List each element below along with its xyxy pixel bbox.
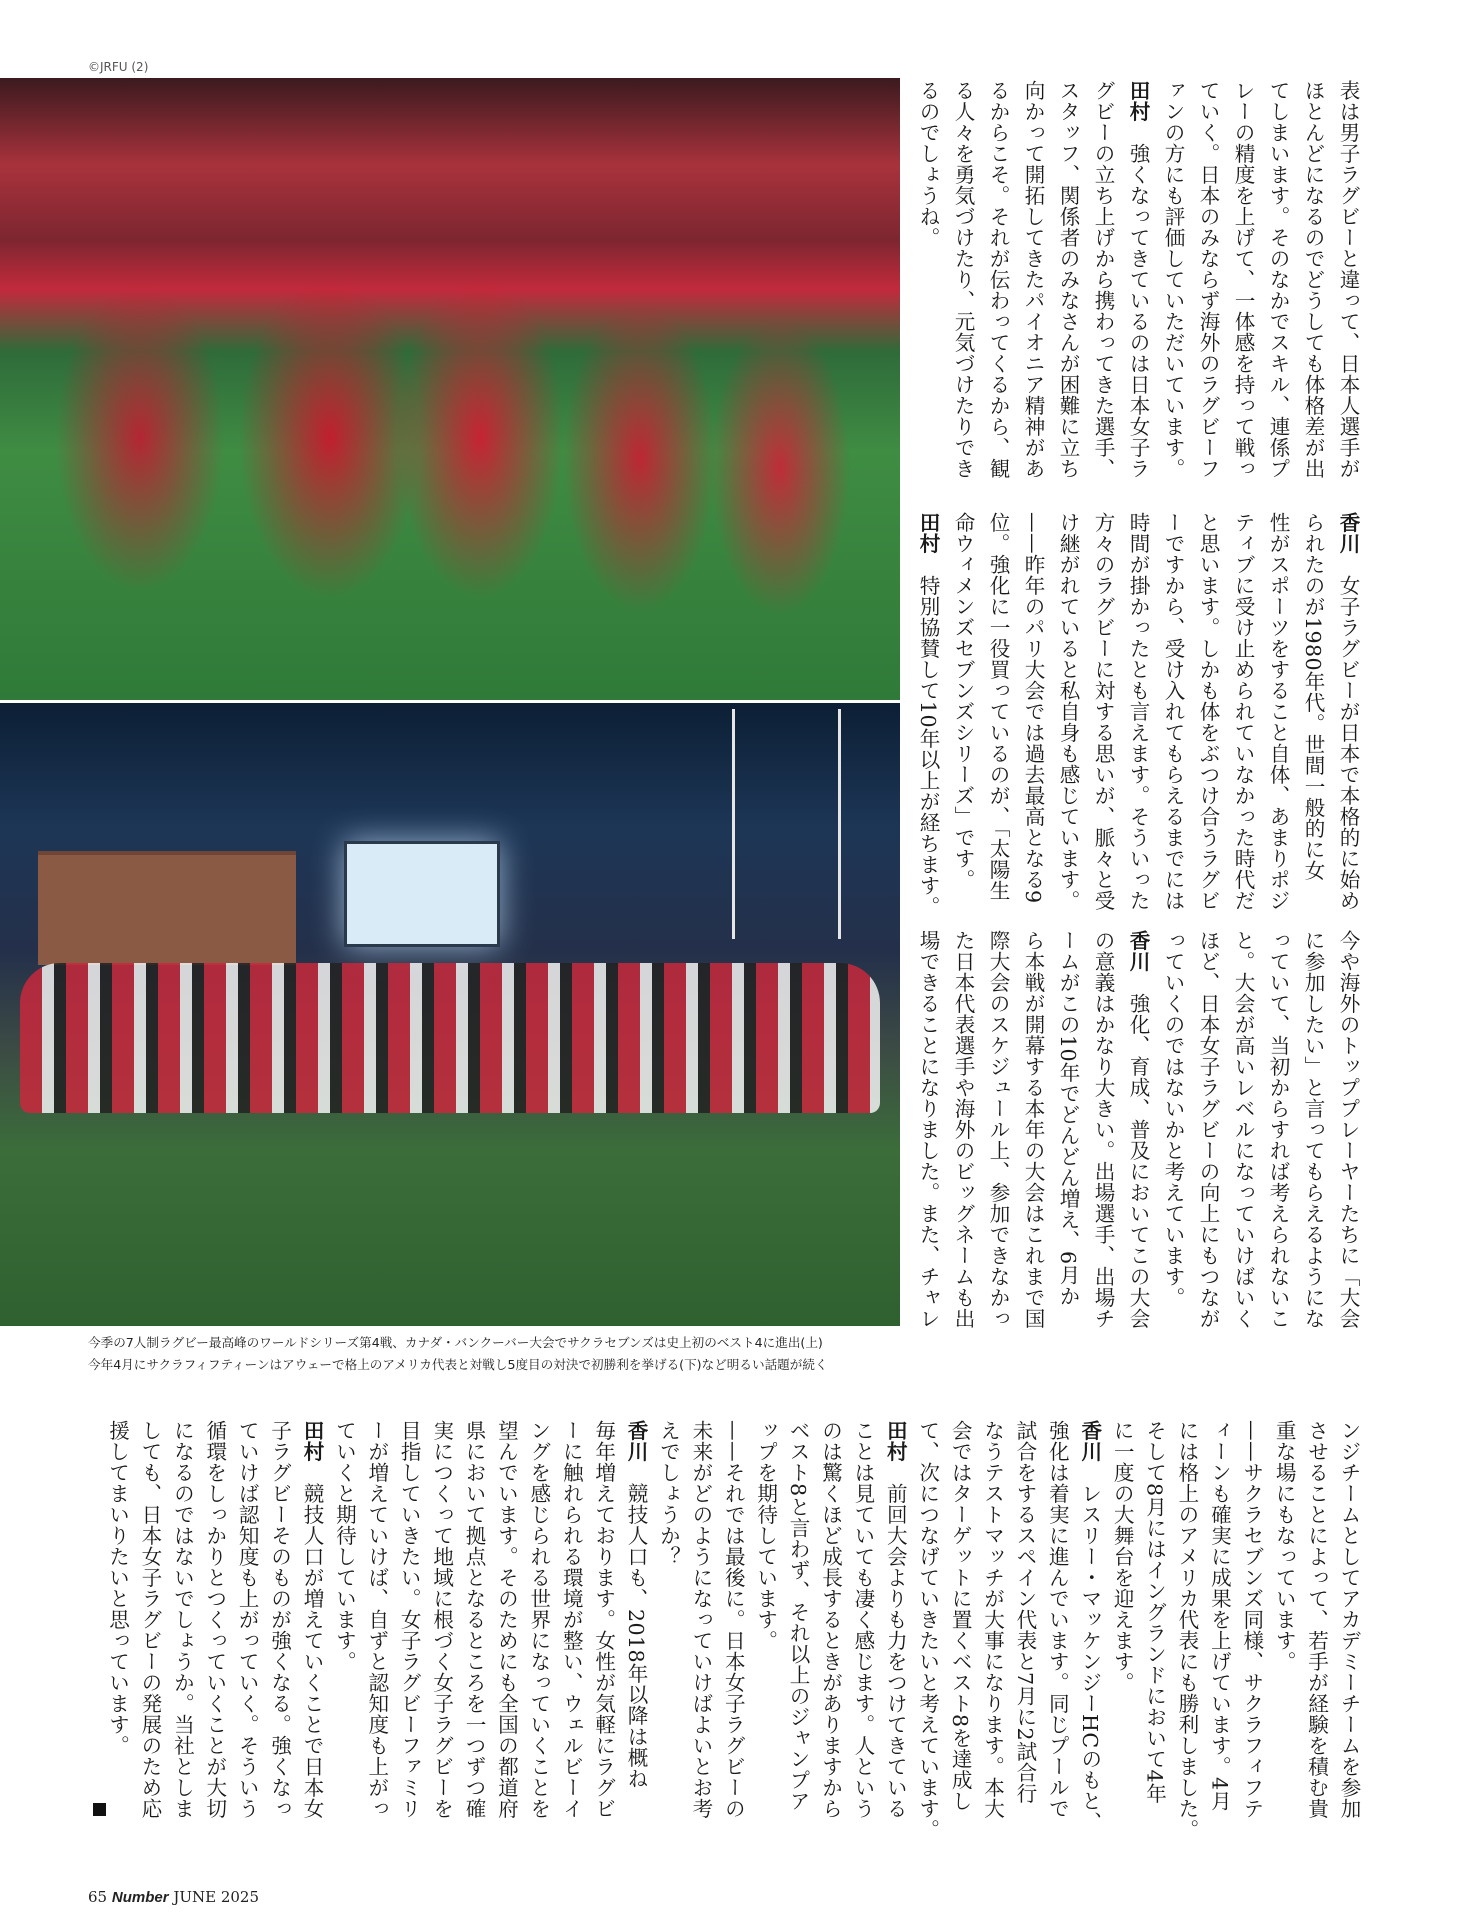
text-line: 香川 競技人口も、2018年以降は概ね: [624, 1420, 649, 1790]
text-line: しても、日本女子ラグビーの発展のため応: [137, 1420, 162, 1819]
text-line: ことは見ていても凄く感じます。人という: [850, 1420, 875, 1819]
text-line: られたのが1980年代。世間一般的に女: [1301, 512, 1325, 882]
text-line: 場できることになりました。また、チャレ: [916, 930, 940, 1329]
goal-post-left: [732, 709, 735, 939]
caption-line-1: 今季の7人制ラグビー最高峰のワールドシリーズ第4戦、カナダ・バンクーバー大会でサクラセブンズは史上初のベスト4に進出(上): [88, 1335, 823, 1350]
text-line: 試合をするスペイン代表と7月に2試合行: [1012, 1420, 1037, 1805]
scoreboard-screen: [344, 841, 500, 947]
text-line: 毎年増えております。女性が気軽にラグビ: [591, 1420, 616, 1819]
text-line: ら本戦が開幕する本年の大会はこれまで国: [1021, 930, 1045, 1329]
text-line: に一度の大舞台を迎えます。: [1110, 1420, 1135, 1693]
text-line: ベスト8と言わず、それ以上のジャンプア: [786, 1420, 811, 1812]
text-line: ングを感じられる世界になっていくことを: [526, 1420, 551, 1819]
text-line: ーですから、受け入れてもらえるまでには: [1161, 512, 1185, 911]
text-line: 方々のラグビーに対する思いが、脈々と受: [1091, 512, 1115, 911]
text-line: ィーンも確実に成果を上げています。4月: [1207, 1420, 1232, 1812]
text-line: 香川 強化、育成、普及においてこの大会: [1126, 930, 1150, 1329]
page-number: 65: [88, 1888, 108, 1906]
text-line: 時間が掛かったとも言えます。そういった: [1126, 512, 1150, 911]
text-line: 田村 特別協賛して10年以上が経ちます。: [916, 512, 940, 918]
column-lower-right: [910, 930, 1365, 1350]
text-line: 際大会のスケジュール上、参加できなかっ: [986, 930, 1010, 1329]
text-line: に参加したい」と言ってもらえるようにな: [1301, 930, 1325, 1329]
text-line: ていけば認知度も上がっていく。そういう: [235, 1420, 260, 1819]
text-line: ていく。日本のみならず海外のラグビーフ: [1196, 80, 1220, 479]
text-line: 援してまいりたいと思っています。: [105, 1420, 130, 1756]
speaker-name: 香川: [1077, 1420, 1102, 1462]
text-line: てしまいます。そのなかでスキル、連係プ: [1266, 80, 1290, 479]
text-line: っていくのではないかと考えています。: [1161, 930, 1185, 1308]
text-line: 命ウィメンズセブンズシリーズ」です。: [951, 512, 975, 890]
caption-line-2: 今年4月にサクラフィフティーンはアウェーで格上のアメリカ代表と対戦し5度目の対決で初勝利を挙げる(下)など明るい話題が続く: [88, 1357, 828, 1372]
text-line: 香川 女子ラグビーが日本で本格的に始め: [1336, 512, 1360, 911]
text-line: えでしょうか？: [656, 1420, 681, 1567]
text-line: る人々を勇気づけたり、元気づけたりでき: [951, 80, 975, 479]
photo-sakura-fifteens: [0, 703, 900, 1326]
text-line: 田村 競技人口が増えていくことで日本女: [300, 1420, 324, 1819]
text-line: ーが増えていけば、自ずと認知度も上がっ: [364, 1420, 389, 1819]
text-line: なうテストマッチが大事になります。本大: [980, 1420, 1005, 1819]
speaker-name: 田村: [916, 512, 940, 554]
text-line: っていて、当初からすれば考えられないこ: [1266, 930, 1290, 1329]
text-line: レーの精度を上げて、一体感を持って戦っ: [1231, 80, 1255, 479]
text-line: ップを期待しています。: [753, 1420, 778, 1651]
text-line: ほとんどになるのでどうしても体格差が出: [1301, 80, 1325, 479]
speaker-name: 香川: [1336, 512, 1360, 554]
text-line: 未来がどのようになっていけばよいとお考: [688, 1420, 713, 1819]
text-line: ーに触れられる環境が整い、ウェルビーイ: [559, 1420, 584, 1819]
text-line: 実につくって地域に根づく女子ラグビーを: [429, 1420, 454, 1819]
text-line: 重な場にもなっています。: [1272, 1420, 1297, 1672]
text-line: ティブに受け止められていなかった時代だ: [1231, 512, 1255, 911]
text-line: 向かって開拓してきたパイオニア精神があ: [1021, 80, 1045, 479]
text-line: グビーの立ち上げから携わってきた選手、: [1091, 80, 1115, 479]
speaker-name: 田村: [1126, 80, 1150, 122]
photo-credit: ©JRFU (2): [88, 60, 149, 74]
text-line: のは驚くほど成長するときがありますから: [818, 1420, 843, 1819]
text-line: 田村 強くなってきているのは日本女子ラ: [1126, 80, 1150, 479]
text-line: 目指していきたい。女子ラグビーファミリ: [397, 1420, 422, 1819]
photo-sakura-sevens: [0, 78, 900, 700]
speaker-name: 田村: [883, 1420, 908, 1462]
text-line: 会ではターゲットに置くベスト8を達成し: [948, 1420, 973, 1812]
text-line: させることによって、若手が経験を積む貴: [1304, 1420, 1329, 1819]
text-line: になるのではないでしょうか。当社としま: [170, 1420, 195, 1819]
text-line: ァンの方にも評価していただいています。: [1161, 80, 1185, 479]
text-line: 位。強化に一役買っているのが、「太陽生: [986, 512, 1010, 901]
text-line: ——サクラセブンズ同様、サクラフィフテ: [1239, 1420, 1264, 1819]
text-line: ンジチームとしてアカデミーチームを参加: [1337, 1420, 1361, 1819]
column-bottom: [101, 1420, 1365, 1840]
text-line: の意義はかなり大きい。出場選手、出場チ: [1091, 930, 1115, 1329]
text-line: 表は男子ラグビーと違って、日本人選手が: [1336, 80, 1360, 479]
text-line: るのでしょうね。: [916, 80, 940, 248]
issue-date: JUNE 2025: [173, 1888, 260, 1906]
column-upper-right: [910, 80, 1365, 500]
magazine-name: Number: [111, 1889, 169, 1906]
text-line: 望んでいます。そのためにも全国の都道府: [494, 1420, 519, 1819]
goal-post-right: [838, 709, 841, 939]
text-line: け継がれていると私自身も感じています。: [1056, 512, 1080, 911]
text-line: ——昨年のパリ大会では過去最高となる9: [1021, 512, 1045, 904]
text-line: 田村 前回大会よりも力をつけてきている: [883, 1420, 908, 1819]
text-line: ていくと期待しています。: [332, 1420, 357, 1672]
speaker-name: 香川: [624, 1420, 649, 1462]
team-group: [20, 963, 880, 1113]
column-middle-right: [910, 512, 1365, 932]
stadium-building: [38, 851, 296, 965]
text-line: と。大会が高いレベルになっていけばいく: [1231, 930, 1255, 1329]
text-line: スタッフ、関係者のみなさんが困難に立ち: [1056, 80, 1080, 479]
text-line: るからこそ。それが伝わってくるから、観: [986, 80, 1010, 479]
text-line: 香川 レスリー・マッケンジーHCのもと、: [1077, 1420, 1102, 1833]
text-line: て、次につなげていきたいと考えています。: [915, 1420, 940, 1840]
text-line: ほど、日本女子ラグビーの向上にもつなが: [1196, 930, 1220, 1329]
text-line: た日本代表選手や海外のビッグネームも出: [951, 930, 975, 1329]
text-line: そして8月にはイングランドにおいて4年: [1142, 1420, 1167, 1805]
text-line: 子ラグビーそのものが強くなる。強くなっ: [267, 1420, 292, 1819]
text-line: 循環をしっかりとつくっていくことが大切: [202, 1420, 227, 1819]
text-line: 今や海外のトッププレーヤーたちに「大会: [1336, 930, 1360, 1329]
text-line: には格上のアメリカ代表にも勝利しました。: [1174, 1420, 1199, 1840]
text-line: 性がスポーツをすること自体、あまりポジ: [1266, 512, 1290, 911]
speaker-name: 香川: [1126, 930, 1150, 972]
text-line: ——それでは最後に。日本女子ラグビーの: [721, 1420, 746, 1819]
page-footer: [88, 1888, 259, 1906]
text-line: 県において拠点となるところを一つずつ確: [462, 1420, 487, 1819]
end-mark-icon: [93, 1803, 106, 1816]
text-line: と思います。しかも体をぶつけ合うラグビ: [1196, 512, 1220, 911]
text-line: ームがこの10年でどんどん増え、6月か: [1056, 930, 1080, 1307]
text-line: 強化は着実に進んでいます。同じプールで: [1045, 1420, 1070, 1819]
speaker-name: 田村: [300, 1420, 324, 1462]
